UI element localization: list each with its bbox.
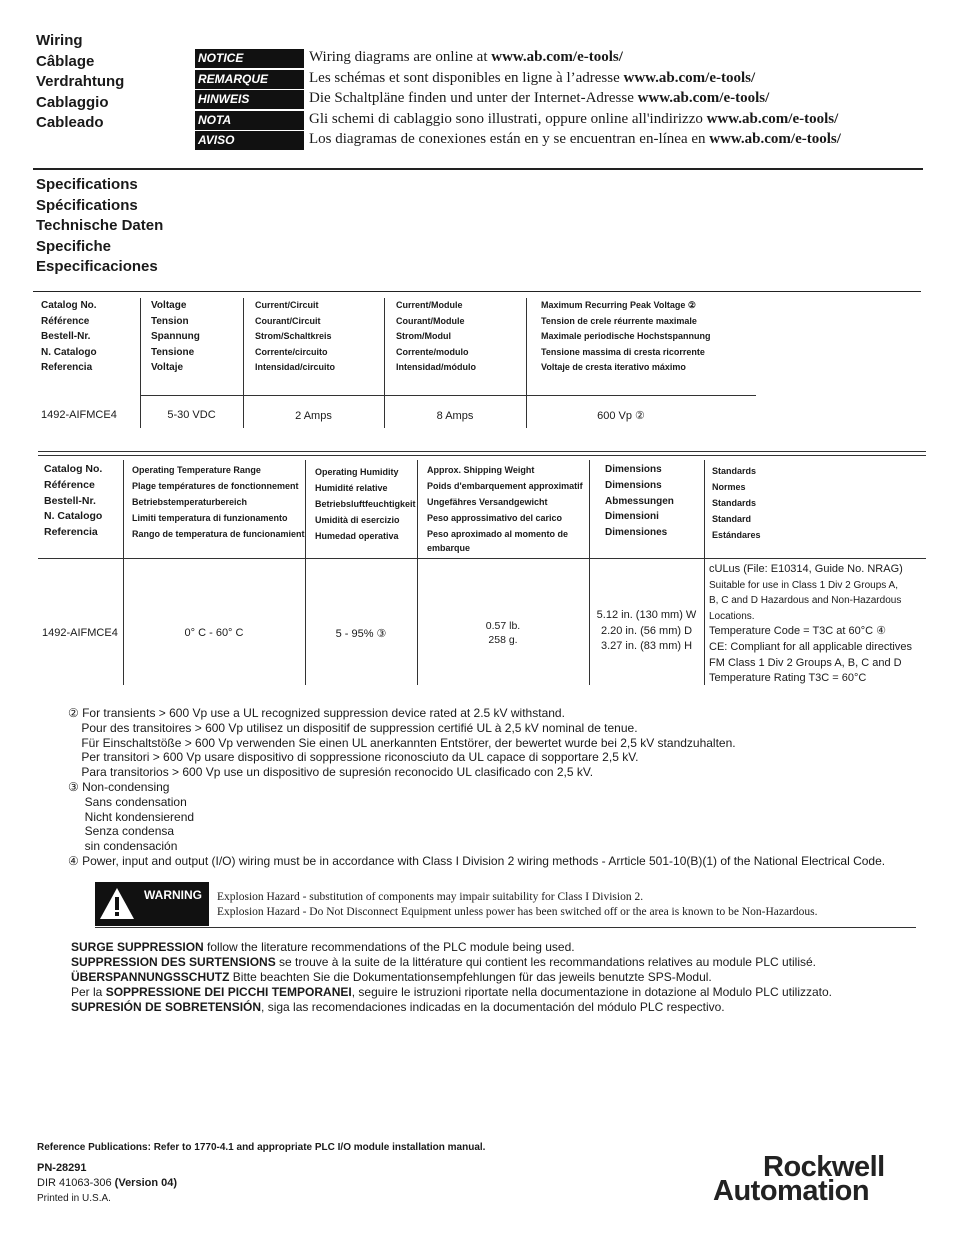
footnote-line: Nicht kondensierend — [68, 809, 195, 824]
warning-box — [95, 882, 916, 926]
wiring-headings — [36, 31, 124, 134]
notice-link[interactable]: www.ab.com/e-tools/ — [706, 110, 839, 127]
spec-heading: Spécifications — [36, 196, 138, 214]
spec-heading: Specifications — [36, 176, 138, 193]
cell-current-module: 8 Amps — [436, 410, 474, 422]
column-divider — [417, 460, 418, 685]
footnote-line: Para transitorios > 600 Vp use un dispositivo de supresión reconocido UL clasificado con 2,5 kV. — [68, 765, 594, 780]
surge-line: SUPRESIÓN DE SOBRETENSIÓN, siga las recomendaciones indicadas en la documentación del módulo PLC respectivo. — [71, 1000, 725, 1014]
table-top-rule — [38, 455, 926, 456]
footnote-line: Senza condensa — [68, 824, 175, 839]
cell-catalog: 1492-AIFMCE4 — [42, 627, 118, 639]
notice-text: Les schémas et sont disponibles en ligne à l’adresse www.ab.com/e-tools/ — [309, 69, 756, 86]
column-divider — [384, 298, 385, 428]
surge-line: Per la SOPPRESSIONE DEI PICCHI TEMPORANEI, seguire le istruzioni riportate nella documentazione in dotazione al Modulo PLC utilizzato. — [71, 985, 833, 999]
notice-label: AVISO — [195, 131, 304, 150]
part-number: PN-28291 — [37, 1162, 87, 1174]
wiring-heading: Câblage — [36, 52, 95, 70]
spec-heading: Technische Daten — [36, 217, 164, 234]
spec-heading: Especificaciones — [36, 258, 158, 275]
surge-suppression — [71, 940, 832, 1015]
column-divider — [243, 298, 244, 428]
section-divider — [33, 168, 923, 170]
warning-icon — [95, 882, 139, 926]
header-current-module: Current/Module Courant/Module Strom/Modul Corrente/modulo Intensidad/módulo — [396, 300, 476, 373]
cell-temperature: 0° C - 60° C — [184, 627, 244, 639]
wiring-heading: Cableado — [36, 114, 104, 131]
cell-catalog: 1492-AIFMCE4 — [41, 409, 117, 421]
header-standards: Standards Normes Standards Standard Estándares — [712, 466, 761, 540]
footnote-line: Sans condensation — [68, 794, 187, 809]
cell-voltage: 5-30 VDC — [167, 409, 216, 421]
cell-standards: cULus (File: E10314, Guide No. NRAG) Suitable for use in Class 1 Div 2 Groups A, B, C and D Hazardous and Non-Hazardous Locations. Temperature Code = T3C at 60°C ④ CE: Compliant for all applicable directives FM Class 1 Div 2 Groups A, B, C and D Temperature Rating T3C = 60°C — [709, 563, 912, 685]
footnote-line: ② For transients > 600 Vp use a UL recognized suppression device rated at 2.5 kV withstand. — [68, 706, 565, 720]
column-divider — [123, 460, 124, 685]
warning-label: WARNING — [139, 882, 209, 926]
cell-humidity: 5 - 95% ③ — [335, 628, 387, 640]
warning-text: Explosion Hazard - substitution of components may impair suitability for Class I Division 2. Explosion Hazard - Do Not Disconnect Equipment unless power has been switched off or the area is known to be Non-Hazardous. — [217, 891, 818, 918]
footnote-line: Für Einschaltstöße > 600 Vp verwenden Sie einen UL anerkannten Entstörer, der bewertet wurde bei 2,5 kV standzuhalten. — [68, 735, 736, 750]
header-catalog: Catalog No. Référence Bestell-Nr. N. Catalogo Referencia — [41, 300, 97, 374]
wiring-heading: Verdrahtung — [36, 73, 125, 90]
notice-label: HINWEIS — [195, 90, 304, 109]
surge-line: ÜBERSPANNUNGSSCHUTZ Bitte beachten Sie die Dokumentationsempfehlungen für das jeweils benutzte SPS-Modul. — [71, 970, 712, 984]
wiring-heading: Wiring — [36, 32, 83, 49]
notice-link[interactable]: www.ab.com/e-tools/ — [637, 90, 770, 107]
spec-heading: Specifiche — [36, 237, 112, 255]
printed-in: Printed in U.S.A. — [37, 1193, 111, 1204]
notice-link[interactable]: www.ab.com/e-tools/ — [709, 131, 841, 148]
notice-text: Wiring diagrams are online at www.ab.com/e-tools/ — [309, 49, 623, 65]
footnote-line: Per transitori > 600 Vp usare dispositivo di soppressione riconosciuto da UL capace di sopportare 2,5 kV. — [68, 750, 639, 765]
notice-label: REMARQUE — [195, 70, 304, 89]
cell-dimensions: 5.12 in. (130 mm) W 2.20 in. (56 mm) D 3.27 in. (83 mm) H — [596, 609, 697, 653]
table-top-rule — [38, 451, 926, 452]
column-divider — [305, 460, 306, 685]
notice-text: Los diagramas de conexiones están en y se encuentran en-línea en www.ab.com/e-tools/ — [309, 131, 841, 148]
cell-current-circuit: 2 Amps — [295, 410, 332, 422]
table-row-rule — [38, 558, 926, 559]
header-voltage: Voltage Tension Spannung Tensione Voltaje — [151, 300, 200, 374]
header-dimensions: Dimensions Dimensions Abmessungen Dimensioni Dimensiones — [605, 464, 674, 539]
warning-underline — [95, 927, 916, 928]
header-humidity: Operating Humidity Humidité relative Betriebsluftfeuchtigkeit Umidità di esercizio Humedad operativa — [315, 467, 416, 541]
footnote-line: Pour des transitoires > 600 Vp utilisez un dispositif de suppression certifié UL à 2,5 kV nominal de tenue. — [68, 720, 638, 735]
header-current-circuit: Current/Circuit Courant/Circuit Strom/Schaltkreis Corrente/circuito Intensidad/circuito — [255, 300, 336, 373]
footnote-line: ④ Power, input and output (I/O) wiring must be in accordance with Class I Division 2 wiring methods - Arrticle 501-10(B)(1) of the National Electrical Code. — [68, 853, 886, 868]
notice-label: NOTICE — [195, 49, 304, 68]
document-info — [37, 1161, 177, 1206]
footnotes — [68, 706, 885, 869]
notice-text: Gli schemi di cablaggio sono illustrati, oppure online all'indirizzo www.ab.com/e-tools/ — [309, 110, 839, 127]
notice-text: Die Schaltpläne finden und unter der Internet-Adresse www.ab.com/e-tools/ — [309, 90, 770, 107]
notice-link[interactable]: www.ab.com/e-tools/ — [623, 69, 756, 86]
cell-peak-voltage: 600 Vp ② — [597, 410, 645, 422]
dir-number: DIR 41063-306 (Version 04) — [37, 1177, 178, 1189]
notice-label: NOTA — [195, 111, 304, 130]
header-temperature: Operating Temperature Range Plage températures de fonctionnement Betriebstemperaturbereich Limiti temperatura di funzionamento Rango de temperatura de funcionamient — [132, 465, 305, 539]
surge-line: SURGE SUPPRESSION follow the literature recommendations of the PLC module being used. — [71, 940, 575, 954]
footnote-line: sin condensación — [68, 839, 178, 854]
notice-link[interactable]: www.ab.com/e-tools/ — [491, 49, 623, 65]
surge-line: SUPPRESSION DES SURTENSIONS se trouve à la suite de la littérature qui contient les recommandations relatives au module PLC utilisé. — [71, 955, 816, 969]
header-peak-voltage: Maximum Recurring Peak Voltage ② Tension de crele réurrente maximale Maximale periodische Hochstspannung Tensione massima di cresta ricorrente Voltaje de cresta iterativo máximo — [541, 300, 711, 373]
rockwell-automation-logo: Rockwell Automation — [713, 1151, 885, 1207]
wiring-heading: Cablaggio — [36, 93, 109, 111]
table-top-rule — [33, 291, 921, 292]
cell-weight: 0.57 lb. 258 g. — [485, 620, 521, 646]
header-weight: Approx. Shipping Weight Poids d'embarquement approximatif Ungefähres Versandgewicht Peso approssimativo del carico Peso aproximado al momento de embarque — [427, 465, 583, 553]
table-row-rule — [140, 395, 756, 396]
reference-publications: Reference Publications: Refer to 1770-4.1 and appropriate PLC I/O module installation manual. — [37, 1142, 486, 1153]
footnote-line: ③ Non-condensing — [68, 779, 170, 794]
column-divider — [704, 460, 705, 685]
header-catalog: Catalog No. Référence Bestell-Nr. N. Catalogo Referencia — [44, 463, 103, 539]
specifications-headings — [36, 175, 163, 278]
